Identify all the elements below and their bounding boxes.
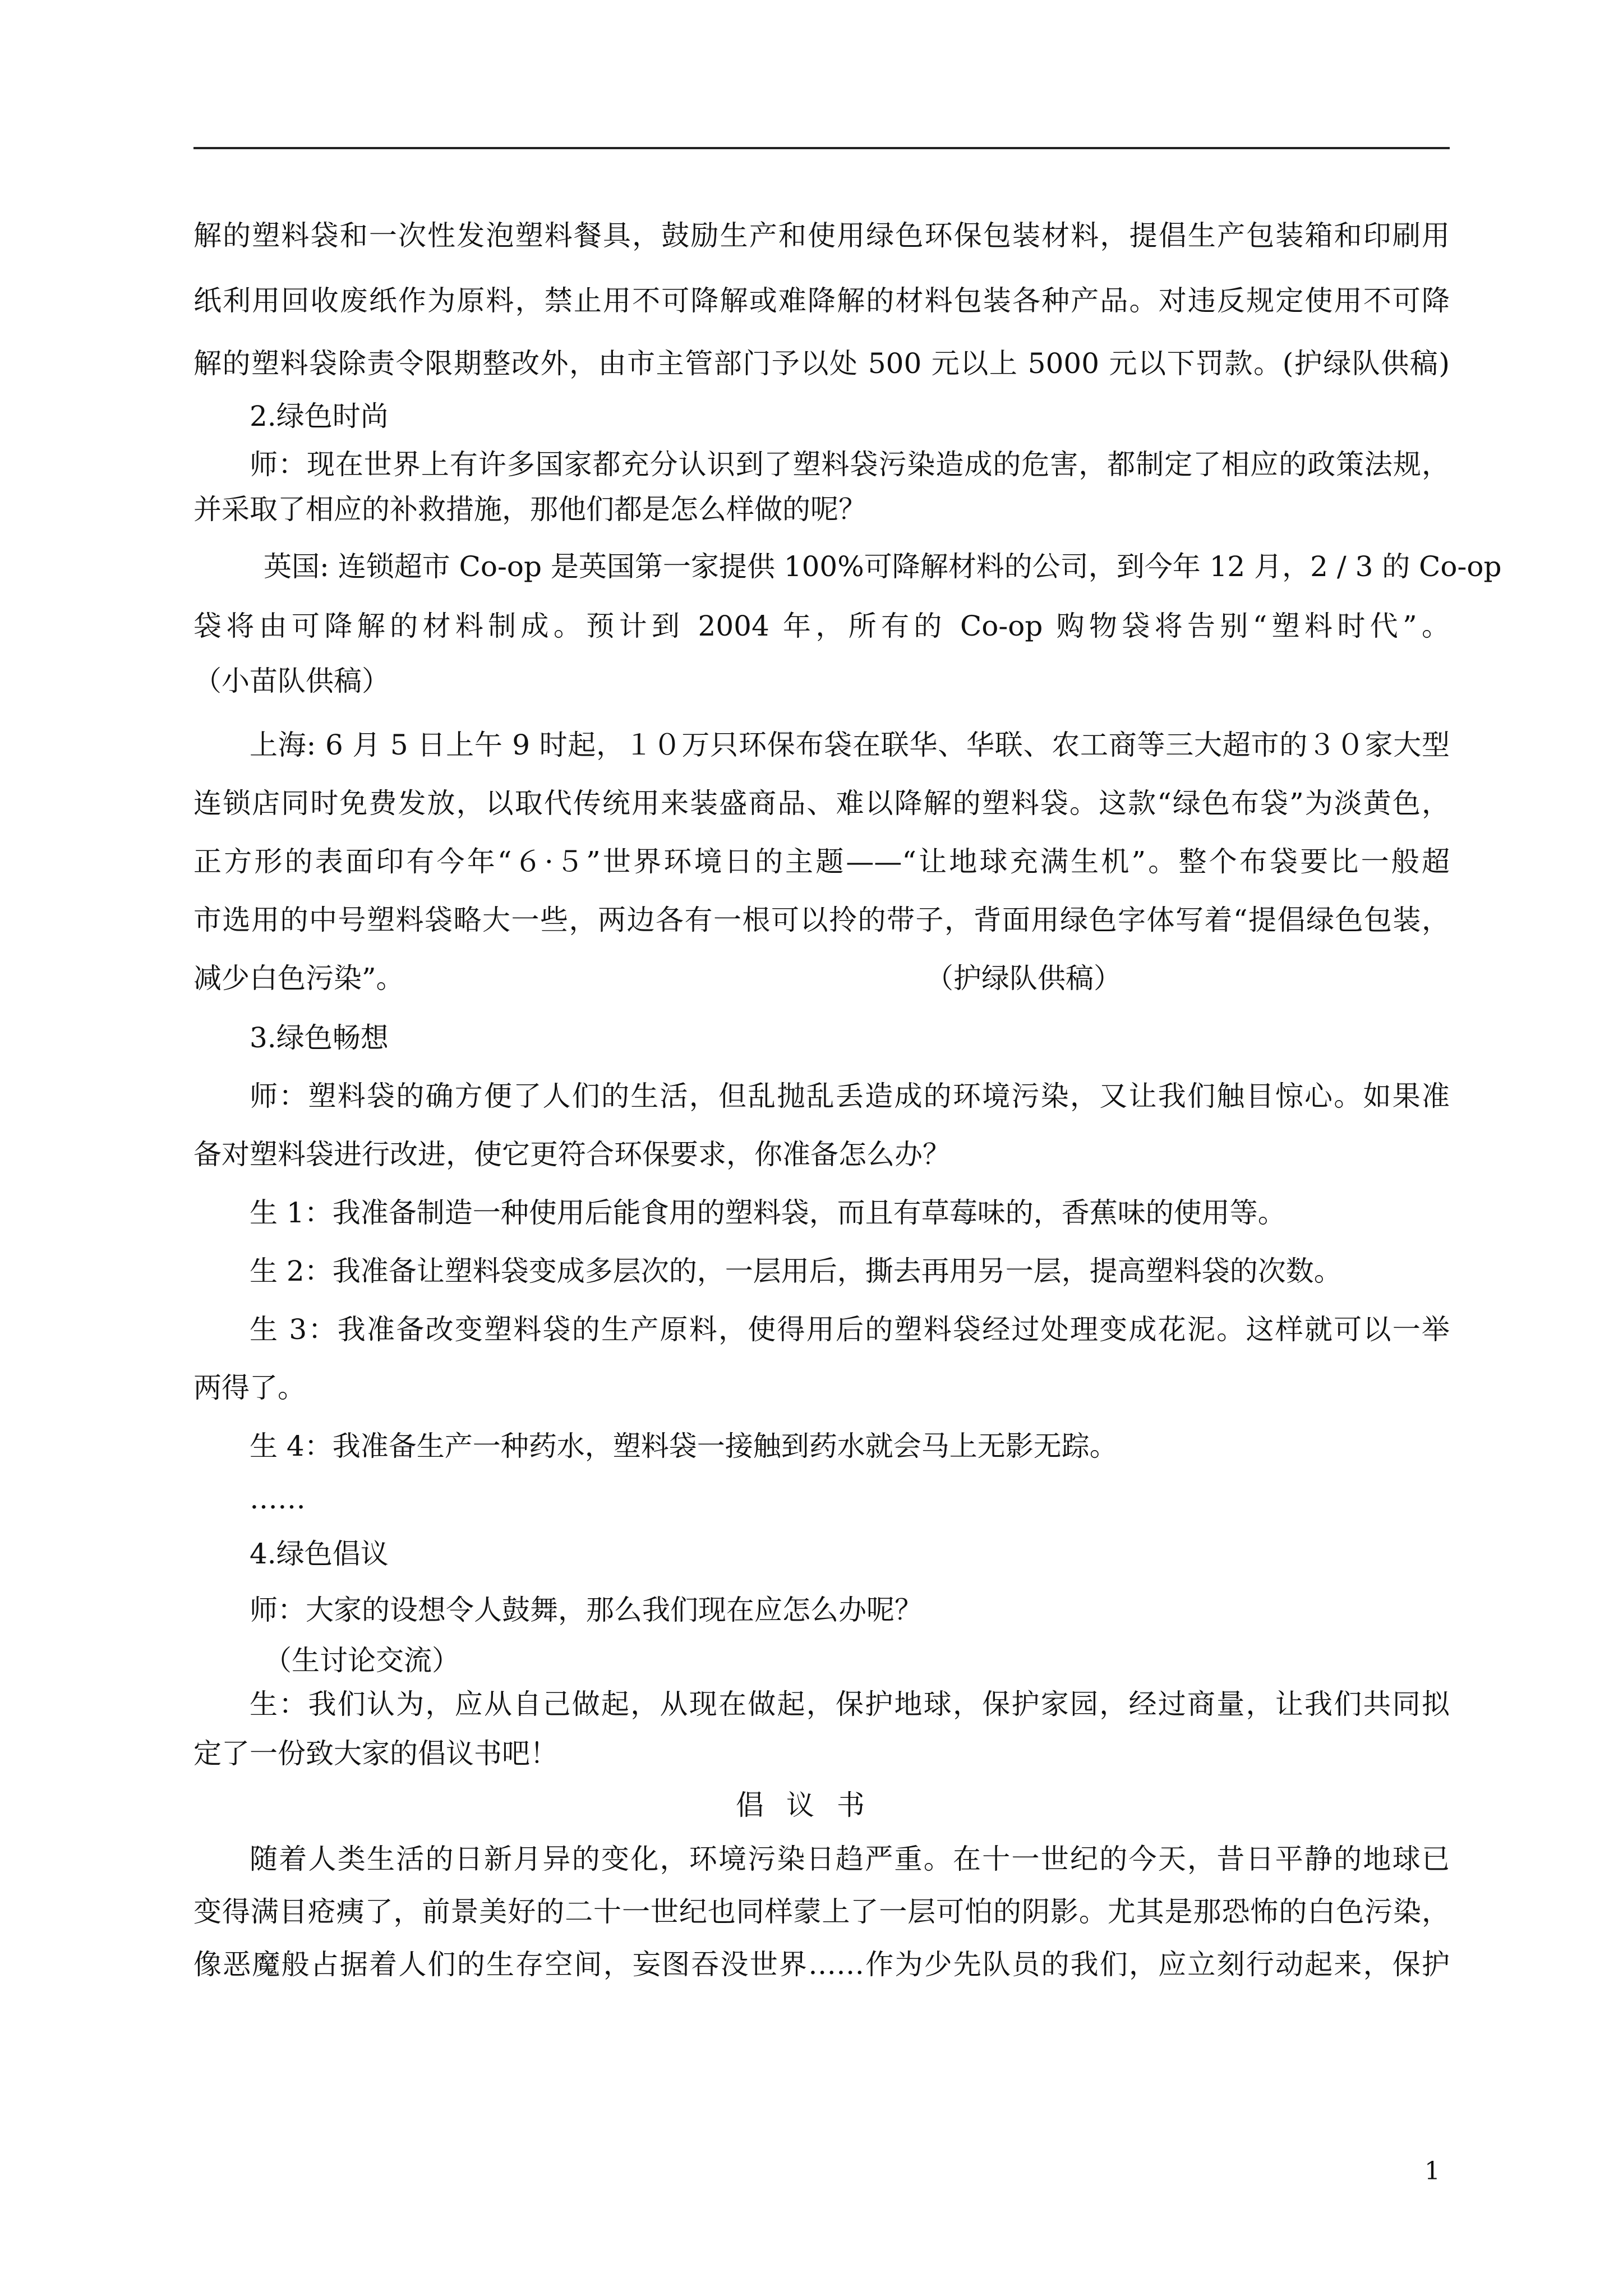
text-line: 纸利用回收废纸作为原料，禁止用不可降解或难降解的材料包装各种产品。对违反规定使用不可降: [193, 284, 1450, 317]
text-line: 减少白色污染”。: [193, 962, 404, 995]
text-line: 生 4：我准备生产一种药水，塑料袋一接触到药水就会马上无影无踪。: [250, 1430, 1118, 1462]
text-line: 随着人类生活的日新月异的变化，环境污染日趋严重。在十一世纪的今天，昔日平静的地球已: [250, 1843, 1450, 1875]
text-line: 袋将由可降解的材料制成。预计到 2004 年，所有的 Co-op 购物袋将告别“塑料时代”。: [193, 610, 1450, 642]
text-line: 正方形的表面印有今年“６·５”世界环境日的主题——“让地球充满生机”。整个布袋要比一般超: [193, 845, 1450, 878]
text-line: 师：大家的设想令人鼓舞，那么我们现在应怎么办呢？: [250, 1594, 923, 1626]
section-heading: 2.绿色时尚: [250, 400, 389, 432]
section-heading: 3.绿色畅想: [250, 1022, 389, 1054]
text-line: 定了一份致大家的倡议书吧！: [193, 1737, 558, 1770]
text-line: 生 2：我准备让塑料袋变成多层次的，一层用后，撕去再用另一层，提高塑料袋的次数。: [250, 1255, 1342, 1287]
source-note: （小苗队供稿）: [193, 665, 390, 697]
text-line: 上海: 6 月 5 日上午 9 时起，１０万只环保布袋在联华、华联、农工商等三大超市的３０家大型: [250, 729, 1450, 761]
text-line: 解的塑料袋和一次性发泡塑料餐具，鼓励生产和使用绿色环保包装材料，提倡生产包装箱和印刷用: [193, 219, 1450, 252]
proposal-title: 倡议书: [736, 1789, 887, 1821]
text-line: 解的塑料袋除责令限期整改外，由市主管部门予以处 500 元以上 5000 元以下罚款。(护绿队供稿): [193, 347, 1450, 380]
text-line: （生讨论交流）: [264, 1644, 460, 1677]
text-line: 市选用的中号塑料袋略大一些，两边各有一根可以拎的带子，背面用绿色字体写着“提倡绿色包装，: [193, 904, 1450, 936]
page-number: 1: [1424, 2157, 1440, 2185]
source-note: （护绿队供稿）: [925, 962, 1122, 995]
text-line: 并采取了相应的补救措施，那他们都是怎么样做的呢？: [193, 493, 866, 526]
text-line: 师：现在世界上有许多国家都充分认识到了塑料袋污染造成的危害，都制定了相应的政策法规，: [250, 448, 1450, 481]
text-line: 英国: 连锁超市 Co-op 是英国第一家提供 100%可降解材料的公司，到今年 12 月，2 / 3 的 Co-op: [264, 550, 1502, 583]
text-line: 生 1：我准备制造一种使用后能食用的塑料袋，而且有草莓味的，香蕉味的使用等。: [250, 1197, 1286, 1229]
text-line: 生：我们认为，应从自己做起，从现在做起，保护地球，保护家园，经过商量，让我们共同拟: [250, 1688, 1450, 1720]
text-line: 像恶魔般占据着人们的生存空间，妄图吞没世界……作为少先队员的我们，应立刻行动起来，保护: [193, 1948, 1450, 1981]
ellipsis: ……: [250, 1483, 306, 1515]
text-line: 两得了。: [193, 1372, 306, 1404]
text-line: 师：塑料袋的确方便了人们的生活，但乱抛乱丢造成的环境污染，又让我们触目惊心。如果准: [250, 1080, 1450, 1112]
header-rule: [193, 147, 1450, 149]
text-line: 变得满目疮痍了，前景美好的二十一世纪也同样蒙上了一层可怕的阴影。尤其是那恐怖的白色污染，: [193, 1895, 1450, 1928]
text-line: 备对塑料袋进行改进，使它更符合环保要求，你准备怎么办？: [193, 1138, 951, 1171]
text-line: 连锁店同时免费发放，以取代传统用来装盛商品、难以降解的塑料袋。这款“绿色布袋”为淡黄色，: [193, 787, 1450, 820]
section-heading: 4.绿色倡议: [250, 1538, 389, 1570]
text-line: 生 3：我准备改变塑料袋的生产原料，使得用后的塑料袋经过处理变成花泥。这样就可以一举: [250, 1313, 1450, 1346]
